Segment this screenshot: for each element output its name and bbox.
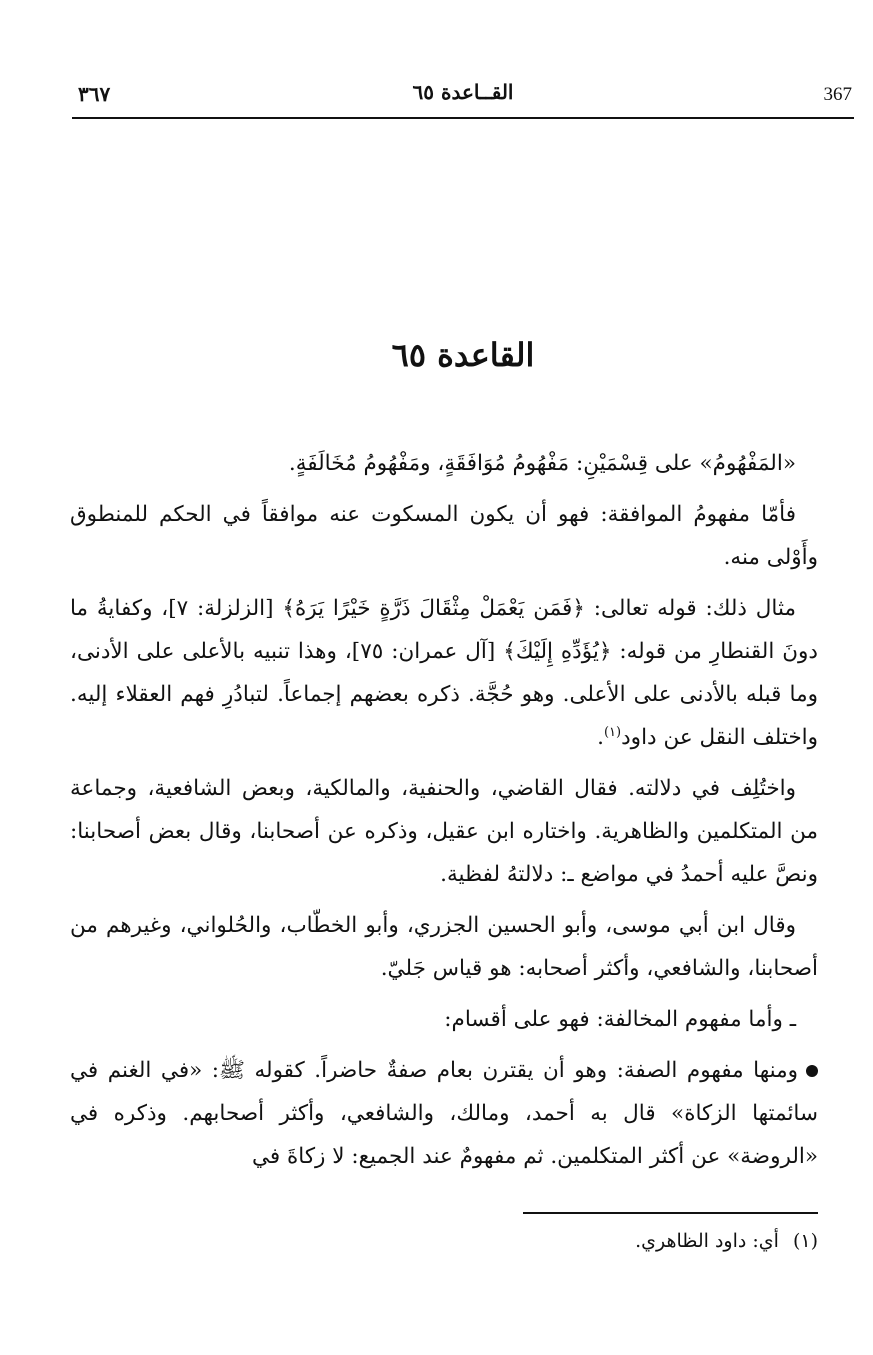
- footnote-text: أي: داود الظاهري.: [635, 1230, 779, 1252]
- main-text: [70, 442, 818, 1186]
- paragraph-dalala: واختُلِف في دلالته. فقال القاضي، والحنفية، والمالكية، وبعض الشافعية، وجماعة من المتكلمين والظاهرية. واختاره ابن عقيل، وذكره عن أصحابنا، وقال بعض أصحابنا: ونصَّ عليه أحمدُ في مواضع ـ: دلالتهُ لفظية.: [70, 776, 818, 887]
- paragraph-muwafaqa: فأمّا مفهومُ الموافقة: فهو أن يكون المسكوت عنه موافقاً في الحكم للمنطوق وأَوْلى منه.: [70, 502, 818, 570]
- paragraph-intro: «المَفْهُومُ» على قِسْمَيْنِ: مَفْهُومُ مُوَافَقَةٍ، ومَفْهُومُ مُخَالَفَةٍ.: [288, 451, 796, 476]
- footnote-number: (١): [792, 1230, 818, 1252]
- header-rule: [72, 117, 854, 119]
- running-title: القــاعدة ٦٥: [412, 80, 514, 104]
- paragraph-example-end: .: [597, 725, 604, 750]
- page-number-arabic: ٣٦٧: [78, 82, 111, 106]
- page-number-latin: 367: [823, 84, 852, 105]
- paragraph-example-text: مثال ذلك: قوله تعالى: ﴿فَمَن يَعْمَلْ مِثْقَالَ ذَرَّةٍ خَيْرًا يَرَهُ﴾ [الزلزلة: ٧]، وكفايةُ ما دونَ القنطارِ من قوله: ﴿يُؤَدِّهِ إِلَيْكَ﴾ [آل عمران: ٧٥]، وهذا تنبيه بالأعلى على الأدنى، وما قبله بالأدنى على الأعلى. وهو حُجَّة. ذكره بعضهم إجماعاً. لتبادُرِ فهم العقلاء إليه. واختلف النقل عن داود: [70, 596, 818, 750]
- rule-title: القاعدة ٦٥: [391, 336, 535, 374]
- paragraph-mukhalafa: ـ وأما مفهوم المخالفة: فهو على أقسام:: [444, 1007, 796, 1032]
- running-header: [72, 80, 854, 114]
- footnote-marker: (١): [603, 724, 622, 740]
- footnote: [72, 1225, 818, 1257]
- paragraph-sifa-text: ومنها مفهوم الصفة: وهو أن يقترن بعام صفةٌ حاضراً. كقوله ﷺ: «في الغنم في سائمتها الزكاة» قال به أحمد، ومالك، والشافعي، وأكثر أصحابهم. وذكره في «الروضة» عن أكثر المتكلمين. ثم مفهومٌ عند الجميع: لا زكاةَ في: [70, 1058, 818, 1169]
- paragraph-example: [70, 587, 818, 759]
- footnote-rule: [523, 1212, 818, 1214]
- paragraph-sifa: [70, 1049, 818, 1178]
- bullet-icon: [806, 1065, 818, 1077]
- paragraph-qiyas: وقال ابن أبي موسى، وأبو الحسين الجزري، وأبو الخطّاب، والحُلواني، وغيرهم من أصحابنا، والشافعي، وأكثر أصحابه: هو قياس جَليّ.: [70, 913, 818, 981]
